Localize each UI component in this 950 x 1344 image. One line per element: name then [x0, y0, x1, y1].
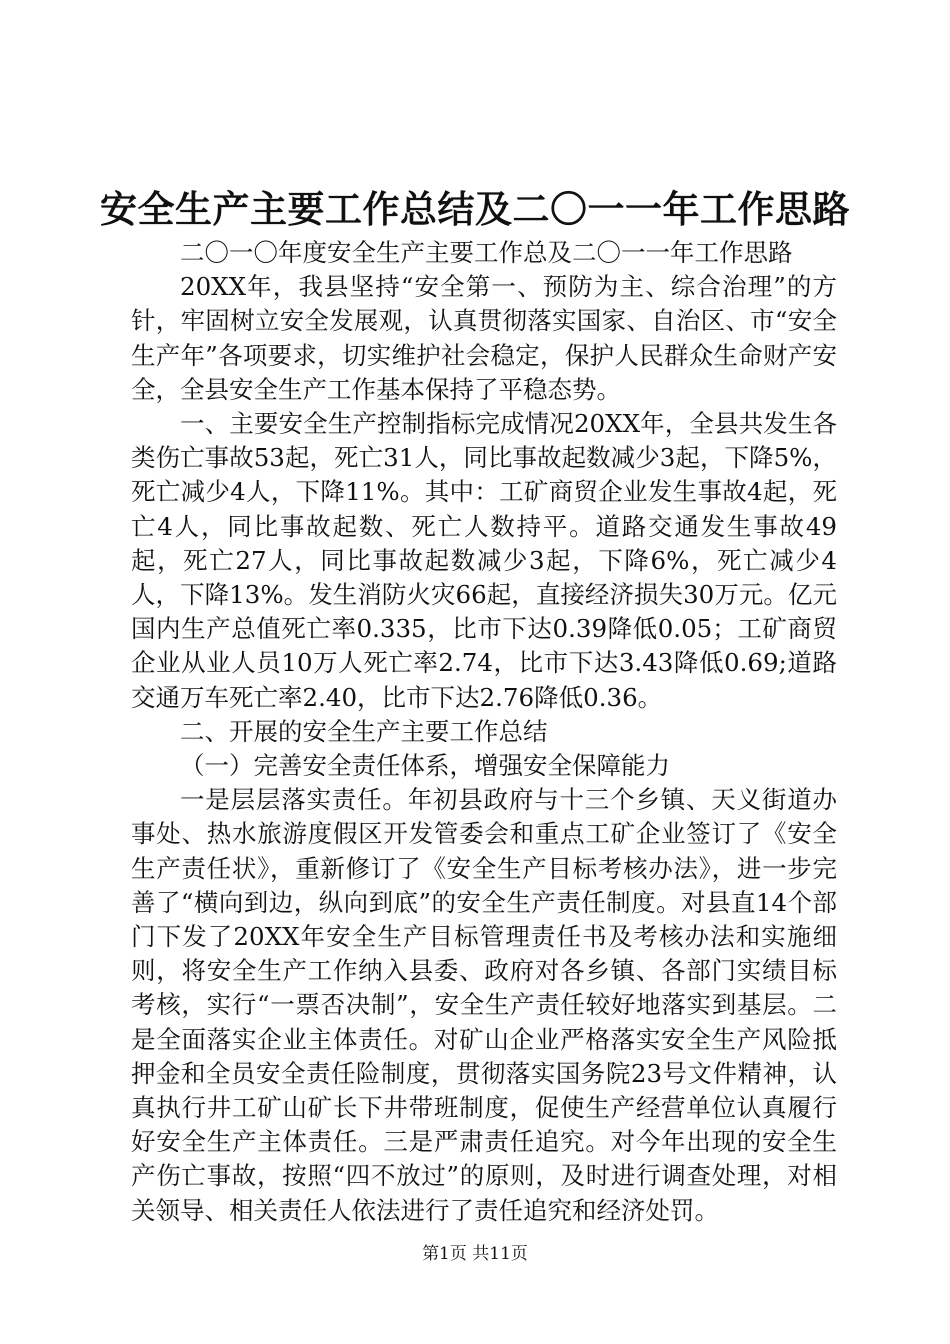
paragraph-subtitle: 二〇一〇年度安全生产主要工作总及二〇一一年工作思路: [180, 238, 793, 267]
paragraph-intro: 20XX年，我县坚持“安全第一、预防为主、综合治理”的方针，牢固树立安全发展观，认真贯彻落实国家、自治区、市“安全生产年”各项要求，切实维护社会稳定，保护人民群众生命财产安全，全县安全生产工作基本保持了平稳态势。: [131, 272, 837, 404]
document-body: [131, 236, 837, 1228]
document-title: 安全生产主要工作总结及二〇一一年工作思路: [100, 187, 850, 231]
subsection-heading-one: （一）完善安全责任体系，增强安全保障能力: [180, 751, 670, 781]
paragraph-indicators: 一、主要安全生产控制指标完成情况20XX年，全县共发生各类伤亡事故53起，死亡31人，同比事故起数减少3起，下降5%，死亡减少4人，下降11%。其中：工矿商贸企业发生事故4起，死亡4人，同比事故起数、死亡人数持平。道路交通发生事故49起，死亡27人，同比事故起数减少3起，下降6%，死亡减少4人，下降13%。发生消防火灾66起，直接经济损失30万元。亿元国内生产总值死亡率0.335，比市下达0.39降低0.05；工矿商贸企业从业人员10万人死亡率2.74，比市下达3.43降低0.69;道路交通万车死亡率2.40，比市下达2.76降低0.36。: [131, 409, 837, 712]
section-heading-two: 二、开展的安全生产主要工作总结: [180, 716, 548, 746]
paragraph-responsibility: 一是层层落实责任。年初县政府与十三个乡镇、天义街道办事处、热水旅游度假区开发管委会和重点工矿企业签订了《安全生产责任状》，重新修订了《安全生产目标考核办法》，进一步完善了“横向到边，纵向到底”的安全生产责任制度。对县直14个部门下发了20XX年安全生产目标管理责任书及考核办法和实施细则，将安全生产工作纳入县委、政府对各乡镇、各部门实绩目标考核，实行“一票否决制”，安全生产责任较好地落实到基层。二是全面落实企业主体责任。对矿山企业严格落实安全生产风险抵押金和全员安全责任险制度，贯彻落实国务院23号文件精神，认真执行井工矿山矿长下井带班制度，促使生产经营单位认真履行好安全生产主体责任。三是严肃责任追究。对今年出现的安全生产伤亡事故，按照“四不放过”的原则，及时进行调查处理，对相关领导、相关责任人依法进行了责任追究和经济处罚。: [131, 785, 837, 1225]
page-footer: 第1页 共11页: [422, 1244, 528, 1264]
